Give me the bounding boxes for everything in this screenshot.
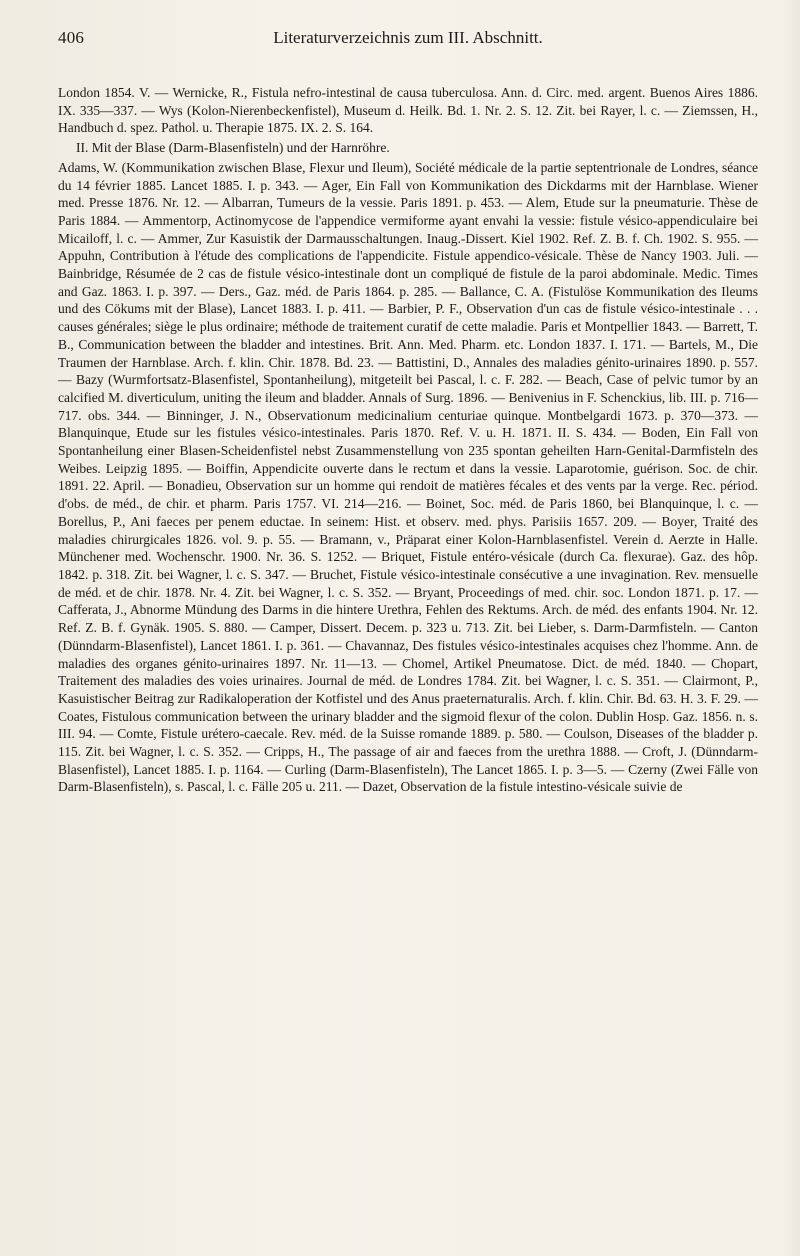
page-header (58, 28, 758, 58)
page-edge-shadow (782, 0, 800, 1256)
page-number: 406 (58, 28, 85, 47)
bibliography-text (58, 84, 758, 796)
bibliography-paragraph-continuation: London 1854. V. — Wernicke, R., Fistula nefro-intestinal de causa tuberculosa. Ann. d. Circ. med. argent. Buenos Aires 1886. IX. 335—337. — Wys (Kolon-Nierenbeckenfistel), Museum d. Heilk. Bd. 1. Nr. 2. S. 12. Zit. bei Rayer, l. c. — Ziemssen, H., Handbuch d. spez. Pathol. u. Therapie 1875. IX. 2. S. 164. (58, 85, 758, 136)
section-heading: II. Mit der Blase (Darm-Blasenfisteln) und der Harnröhre. (76, 140, 390, 156)
running-head: Literaturverzeichnis zum III. Abschnitt. (273, 28, 543, 47)
bibliography-paragraph-main: Adams, W. (Kommunikation zwischen Blase, Flexur und Ileum), Société médicale de la partie septentrionale de Londres, séance du 14 février 1885. Lancet 1885. I. p. 343. — Ager, Ein Fall von Kommunikation des Dickdarms mit der Harnblase. Wiener med. Presse 1876. Nr. 12. — Albarran, Tumeurs de la vessie. Paris 1891. p. 453. — Alem, Etude sur la pneumaturie. Thèse de Paris 1884. — Ammentorp, Actinomycose de l'appendice vermiforme ayant envahi la vessie: fistule vésico-appendiculaire bei Micailoff, l. c. — Ammer, Zur Kasuistik der Darmausschaltungen. Inaug.-Dissert. Kiel 1902. Ref. Z. B. f. Ch. 1902. S. 955. — Appuhn, Contribution à l'étude des complications de l'appendicite. Fistule appendico-vésicale. Thèse de Nancy 1903. Juli. — Bainbridge, Résumée de 2 cas de fistule vésico-intestinale dont un compliqué de fistule de la paroi abdominale. Medic. Times and Gaz. 1863. I. p. 397. — Ders., Gaz. méd. de Paris 1864. p. 285. — Ballance, C. A. (Fistulöse Kommunikation des Ileums und des Cökums mit der Blase), Lancet 1883. I. p. 411. — Barbier, P. F., Observation d'un cas de fistule vésico-intestinale . . . causes générales; siège le plus ordinaire; méthode de traitement curatif de cette maladie. Paris et Montpellier 1843. — Barrett, T. B., Communication between the bladder and intestines. Brit. Ann. Med. Pharm. etc. London 1837. I. 171. — Bartels, M., Die Traumen der Harnblase. Arch. f. klin. Chir. 1878. Bd. 23. — Battistini, D., Annales des maladies génito-urinaires 1890. p. 557. — Bazy (Wurmfortsatz-Blasenfistel, Spontanheilung), mitgeteilt bei Pascal, l. c. F. 282. — Beach, Case of pelvic tumor by an calcified M. diverticulum, uniting the ileum and bladder. Annals of Surg. 1896. — Benivenius in F. Schenckius, lib. III. p. 716—717. obs. 344. — Binninger, J. N., Observationum medicinalium centuriae quinque. Montbelgardi 1673. p. 370—373. — Blanquinque, Etude sur les fistules vésico-intestinales. Paris 1870. Ref. V. u. H. 1871. II. S. 434. — Boden, Ein Fall von Spontanheilung einer Blasen-Scheidenfistel nebst Zusammenstellung von 235 spontan geheilten Harn-Genital-Darmfisteln des Weibes. Leipzig 1895. — Boiffin, Appendicite ouverte dans le rectum et dans la vessie. Laparotomie, guérison. Soc. de chir. 1891. 22. April. — Bonadieu, Observation sur un homme qui rendoit de matières fécales et des vents par la verge. Rec. périod. d'obs. de méd., de chir. et pharm. Paris 1757. VI. 214—216. — Boinet, Soc. méd. de Paris 1860, bei Blanquinque, l. c. — Borellus, P., Ani faeces per penem eductae. In seinem: Hist. et observ. med. phys. Parisiis 1657. 209. — Boyer, Traité des maladies chirurgicales 1826. vol. 9. p. 55. — Bramann, v., Präparat einer Kolon-Harnblasenfistel. Verein d. Aerzte in Halle. Münchener med. Wochenschr. 1900. Nr. 36. S. 1252. — Briquet, Fistule entéro-vésicale (durch Ca. flexurae). Gaz. des hôp. 1842. p. 318. Zit. bei Wagner, l. c. S. 347. — Bruchet, Fistule vésico-intestinale consécutive a une invagination. Rev. mensuelle de méd. et de chir. 1878. Nr. 4. Zit. bei Wagner, l. c. S. 352. — Bryant, Proceedings of med. chir. soc. London 1871. p. 17. — Cafferata, J., Abnorme Mündung des Darms in die hintere Urethra, Fehlen des Rektums. Arch. de méd. des enfants 1904. Nr. 12. Ref. Z. B. f. Gynäk. 1905. S. 880. — Camper, Dissert. Decem. p. 323 u. 713. Zit. bei Lieber, s. Darm-Darmfisteln. — Canton (Dünndarm-Blasenfistel), Lancet 1861. I. p. 361. — Chavannaz, Des fistules vésico-intestinales acquises chez l'homme. Ann. de maladies des organes génito-urinaires 1897. Nr. 11—13. — Chomel, Artikel Pneumatose. Dict. de méd. 1840. — Chopart, Traitement des maladies des voies urinaires. Journal de méd. de Londres 1784. Zit. bei Wagner, l. c. S. 351. — Clairmont, P., Kasuistischer Beitrag zur Radikaloperation der Kotfistel und des Anus praeternaturalis. Arch. f. klin. Chir. Bd. 63. H. 3. F. 29. — Coates, Fistulous communication between the urinary bladder and the sigmoid flexur of the colon. Dublin Hosp. Gaz. 1856. n. s. III. 94. — Comte, Fistule urétero-caecale. Rev. méd. de la Suisse romande 1889. p. 580. — Coulson, Diseases of the bladder p. 115. Zit. bei Wagner, l. c. S. 352. — Cripps, H., The passage of air and faeces from the urethra 1888. — Croft, J. (Dünndarm-Blasenfistel), Lancet 1885. I. p. 1164. — Curling (Darm-Blasenfisteln), The Lancet 1865. I. p. 3—5. — Czerny (Zwei Fälle von Darm-Blasenfisteln), s. Pascal, l. c. Fälle 205 u. 211. — Dazet, Observation de la fistule intestino-vésicale suivie de (58, 159, 758, 795)
